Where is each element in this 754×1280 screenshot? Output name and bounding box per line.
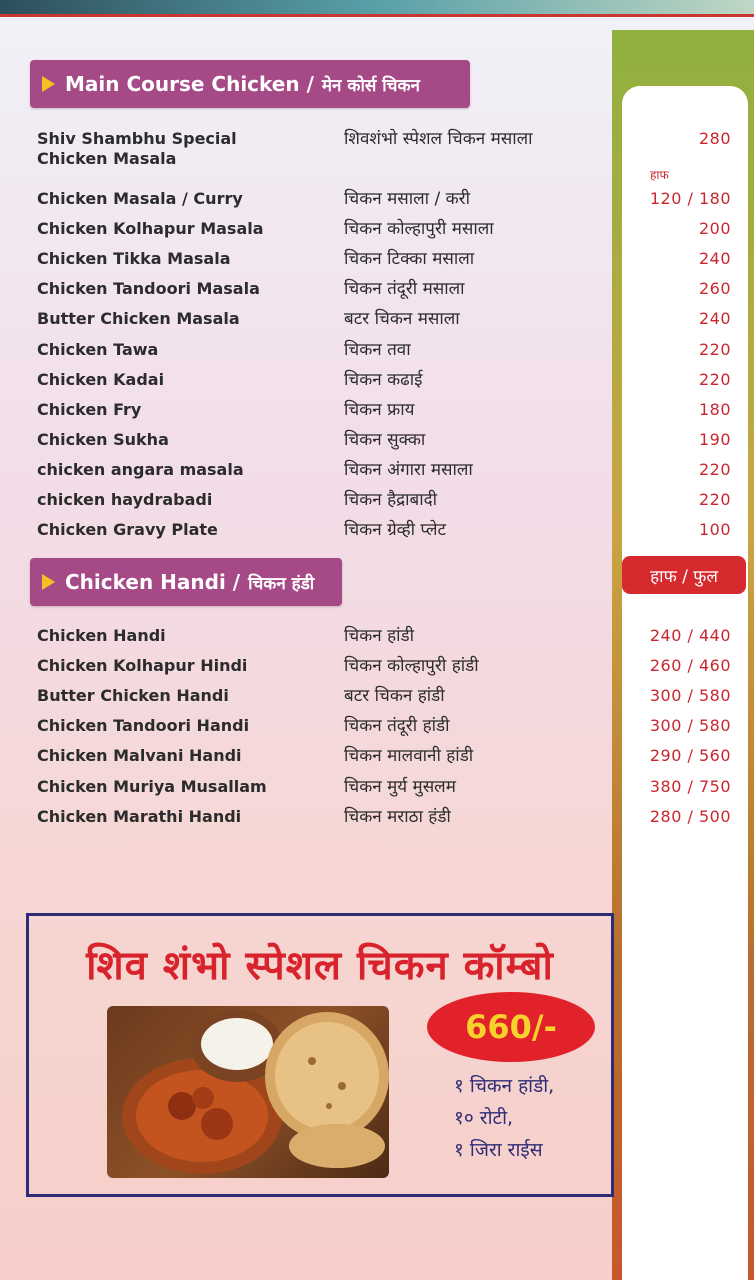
- menu-item-row: [0, 656, 754, 686]
- item-price: 200: [698, 219, 731, 238]
- item-price: 190: [698, 430, 731, 449]
- item-name-en: Chicken Sukha: [37, 430, 169, 449]
- item-name-en: Chicken Tawa: [37, 340, 159, 359]
- menu-item-row: [0, 400, 754, 430]
- item-name-mr: चिकन तंदूरी हांडी: [344, 716, 450, 736]
- item-name-mr: चिकन कोल्हापुरी हांडी: [344, 656, 479, 676]
- menu-item-row: [0, 279, 754, 309]
- menu-item-row: [0, 460, 754, 490]
- item-name-en: Chicken Tandoori Masala: [37, 279, 260, 298]
- item-price: 300 / 580: [649, 716, 731, 735]
- menu-item-row: [0, 129, 754, 168]
- half-label: हाफ: [650, 168, 669, 182]
- item-name-mr: चिकन हांडी: [344, 626, 415, 646]
- item-name-mr: चिकन कोल्हापुरी मसाला: [344, 219, 494, 239]
- item-name-mr: चिकन मुर्य मुसलम: [344, 777, 456, 797]
- item-price: 290 / 560: [649, 746, 731, 765]
- menu-item-row: [0, 746, 754, 776]
- item-name-en: Chicken Muriya Musallam: [37, 777, 267, 796]
- item-name-mr: बटर चिकन हांडी: [344, 686, 445, 706]
- item-name-en: Butter Chicken Masala: [37, 309, 240, 328]
- item-price: 220: [698, 460, 731, 479]
- item-name-en: Chicken Kolhapur Hindi: [37, 656, 248, 675]
- item-name-mr: चिकन फ्राय: [344, 400, 415, 420]
- menu-item-row: [0, 309, 754, 339]
- item-name-en: Chicken Masala / Curry: [37, 189, 243, 208]
- item-price: 240 / 440: [649, 626, 731, 645]
- menu-item-row: [0, 219, 754, 249]
- main-course-title-en: Main Course Chicken /: [65, 72, 314, 96]
- item-name-mr: चिकन तंदूरी मसाला: [344, 279, 465, 299]
- play-arrow-icon: [42, 76, 55, 92]
- item-name-en: Chicken Kolhapur Masala: [37, 219, 264, 238]
- combo-food-image: [107, 1006, 389, 1178]
- item-price: 220: [698, 370, 731, 389]
- item-name-mr: चिकन मालवानी हांडी: [344, 746, 474, 766]
- item-name-en: Butter Chicken Handi: [37, 686, 229, 705]
- item-price: 180: [698, 400, 731, 419]
- play-arrow-icon: [42, 574, 55, 590]
- item-name-mr: बटर चिकन मसाला: [344, 309, 460, 329]
- item-name-mr: शिवशंभो स्पेशल चिकन मसाला: [344, 129, 533, 149]
- handi-title-mr: चिकन हंडी: [248, 573, 315, 594]
- item-name-en: Chicken Malvani Handi: [37, 746, 242, 765]
- menu-item-row: [0, 340, 754, 370]
- combo-item: १ जिरा राईस: [454, 1139, 543, 1161]
- item-name-en: chicken angara masala: [37, 460, 244, 479]
- item-name-mr: चिकन टिक्का मसाला: [344, 249, 475, 269]
- item-price: 120 / 180: [649, 189, 731, 208]
- item-name-mr: चिकन सुक्का: [344, 430, 426, 450]
- menu-item-row: [0, 716, 754, 746]
- item-name-en: Chicken Fry: [37, 400, 142, 419]
- item-price: 260 / 460: [649, 656, 731, 675]
- combo-item: १० रोटी,: [454, 1107, 514, 1129]
- combo-price-badge: 660/-: [427, 992, 595, 1062]
- item-name-en: Chicken Marathi Handi: [37, 807, 242, 826]
- menu-item-row: [0, 777, 754, 807]
- menu-item-row: [0, 807, 754, 837]
- item-price: 280 / 500: [649, 807, 731, 826]
- handi-title-en: Chicken Handi /: [65, 570, 241, 594]
- combo-item: १ चिकन हांडी,: [454, 1075, 555, 1097]
- item-name-mr: चिकन मराठा हंडी: [344, 807, 451, 827]
- item-name-en: Chicken Tandoori Handi: [37, 716, 250, 735]
- combo-box: [26, 913, 614, 1197]
- item-name-mr: चिकन हैद्राबादी: [344, 490, 438, 510]
- menu-item-row: [0, 490, 754, 520]
- half-full-badge: हाफ / फुल: [622, 556, 746, 594]
- item-name-en: Chicken Tikka Masala: [37, 249, 231, 268]
- item-price: 220: [698, 490, 731, 509]
- chicken-handi-banner: [30, 558, 342, 606]
- item-price: 220: [698, 340, 731, 359]
- item-name-en: chicken haydrabadi: [37, 490, 213, 509]
- menu-item-row: [0, 626, 754, 656]
- menu-item-row: [0, 249, 754, 279]
- item-price: 240: [698, 249, 731, 268]
- food-illustration: [107, 1006, 389, 1178]
- item-name-mr: चिकन कढाई: [344, 370, 423, 390]
- item-name-en-line2: Chicken Masala: [37, 149, 177, 168]
- item-price: 300 / 580: [649, 686, 731, 705]
- main-course-banner: [30, 60, 470, 108]
- menu-item-row: [0, 520, 754, 550]
- top-strip: [0, 0, 754, 14]
- item-price: 100: [698, 520, 731, 539]
- item-name-mr: चिकन ग्रेव्ही प्लेट: [344, 520, 447, 540]
- item-name-en: Shiv Shambhu Special: [37, 129, 237, 148]
- menu-item-row: [0, 430, 754, 460]
- menu-item-row: [0, 189, 754, 219]
- item-price: 240: [698, 309, 731, 328]
- item-name-en: Chicken Handi: [37, 626, 166, 645]
- menu-item-row: [0, 686, 754, 716]
- item-price: 280: [698, 129, 731, 148]
- item-name-mr: चिकन अंगारा मसाला: [344, 460, 473, 480]
- item-price: 380 / 750: [649, 777, 731, 796]
- main-course-title-mr: मेन कोर्स चिकन: [321, 75, 420, 96]
- item-name-en: Chicken Gravy Plate: [37, 520, 218, 539]
- item-price: 260: [698, 279, 731, 298]
- combo-title: शिव शंभो स्पेशल चिकन कॉम्बो: [86, 942, 554, 989]
- item-name-mr: चिकन तवा: [344, 340, 411, 360]
- item-name-en: Chicken Kadai: [37, 370, 165, 389]
- menu-item-row: [0, 370, 754, 400]
- item-name-mr: चिकन मसाला / करी: [344, 189, 471, 209]
